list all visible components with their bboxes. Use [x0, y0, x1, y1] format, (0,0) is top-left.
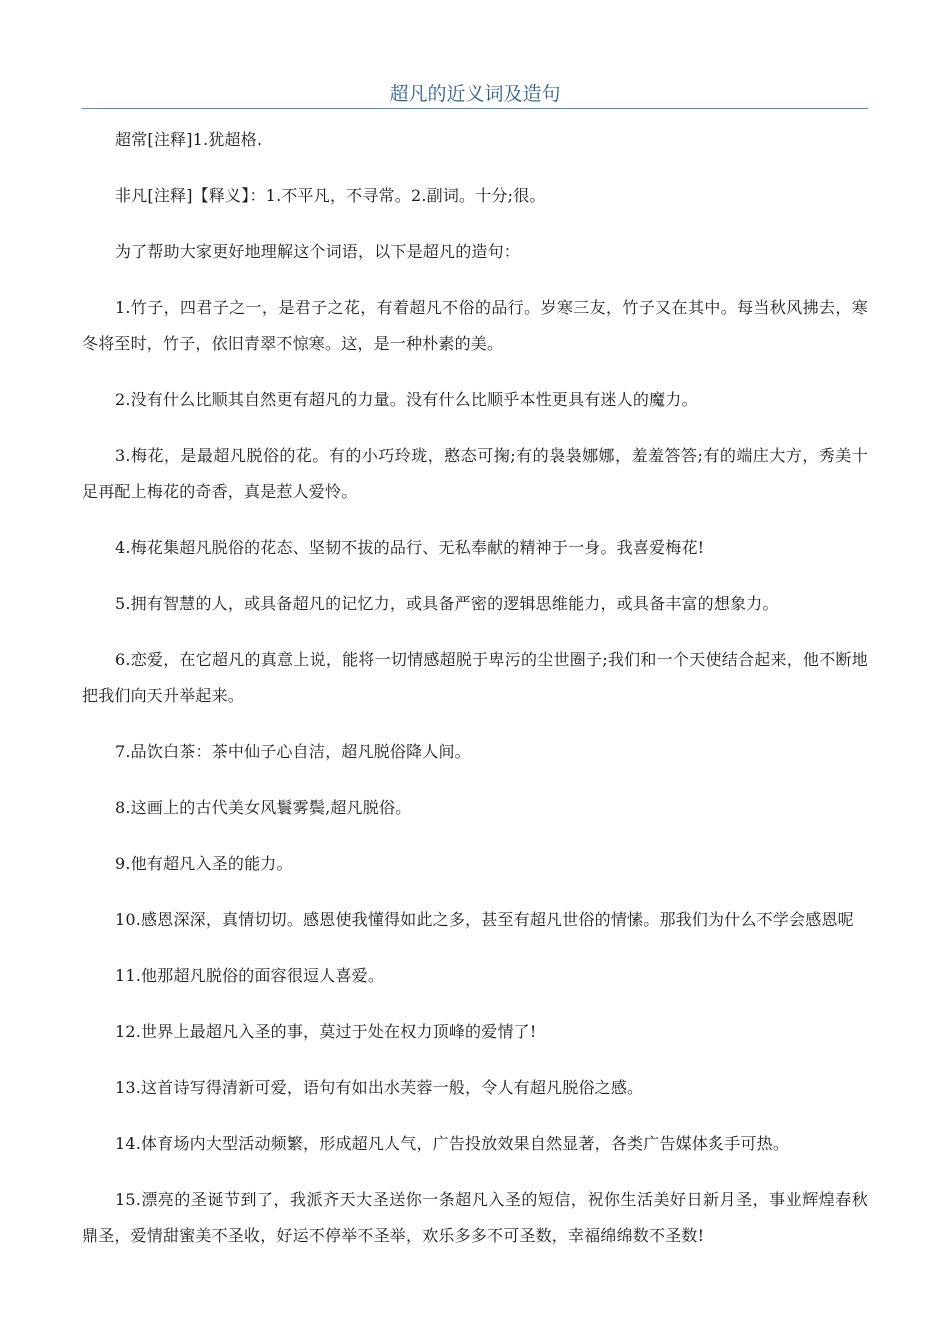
- page-title: 超凡的近义词及造句: [389, 83, 561, 105]
- paragraph-synonym-1: 超常[注释]1.犹超格.: [115, 130, 263, 149]
- example-sentence-15: 15.漂亮的圣诞节到了，我派齐天大圣送你一条超凡入圣的短信，祝你生活美好日新月圣，事业辉煌春秋鼎圣，爱情甜蜜美不圣收，好运不停举不圣举，欢乐多多不可圣数，幸福绵绵数不圣数!: [82, 1190, 868, 1245]
- example-sentence-10: 10.感恩深深，真情切切。感恩使我懂得如此之多，甚至有超凡世俗的情愫。那我们为什么不学会感恩呢: [115, 910, 854, 929]
- example-sentence-4: 4.梅花集超凡脱俗的花态、坚韧不拔的品行、无私奉献的精神于一身。我喜爱梅花!: [115, 538, 705, 557]
- example-sentence-14: 14.体育场内大型活动频繁，形成超凡人气，广告投放效果自然显著，各类广告媒体炙手可热。: [115, 1134, 790, 1153]
- paragraph-intro: 为了帮助大家更好地理解这个词语，以下是超凡的造句：: [115, 242, 521, 261]
- example-sentence-8: 8.这画上的古代美女风鬟雾鬓,超凡脱俗。: [115, 798, 412, 817]
- paragraph-synonym-2: 非凡[注释]【释义】：1.不平凡，不寻常。2.副词。十分;很。: [115, 186, 546, 205]
- example-sentence-9: 9.他有超凡入圣的能力。: [115, 854, 293, 873]
- title-underline: [82, 108, 868, 109]
- example-sentence-13: 13.这首诗写得清新可爱，语句有如出水芙蓉一般，令人有超凡脱俗之感。: [115, 1078, 644, 1097]
- example-sentence-7: 7.品饮白茶：茶中仙子心自洁，超凡脱俗降人间。: [115, 742, 471, 761]
- example-sentence-2: 2.没有什么比顺其自然更有超凡的力量。没有什么比顺乎本性更具有迷人的魔力。: [115, 390, 698, 409]
- document-body: [82, 122, 868, 1274]
- example-sentence-3: 3.梅花，是最超凡脱俗的花。有的小巧玲珑，憨态可掬;有的袅袅娜娜，羞羞答答;有的端庄大方，秀美十足再配上梅花的奇香，真是惹人爱怜。: [82, 446, 868, 501]
- example-sentence-12: 12.世界上最超凡入圣的事，莫过于处在权力顶峰的爱情了!: [115, 1022, 537, 1041]
- example-sentence-5: 5.拥有智慧的人，或具备超凡的记忆力，或具备严密的逻辑思维能力，或具备丰富的想象力。: [115, 594, 779, 613]
- example-sentence-1: 1.竹子，四君子之一，是君子之花，有着超凡不俗的品行。岁寒三友，竹子又在其中。每当秋风拂去，寒冬将至时，竹子，依旧青翠不惊寒。这，是一种朴素的美。: [82, 298, 868, 353]
- example-sentence-11: 11.他那超凡脱俗的面容很逗人喜爱。: [115, 966, 385, 985]
- example-sentence-6: 6.恋爱，在它超凡的真意上说，能将一切情感超脱于卑污的尘世圈子;我们和一个天使结合起来，他不断地把我们向天升举起来。: [82, 650, 868, 705]
